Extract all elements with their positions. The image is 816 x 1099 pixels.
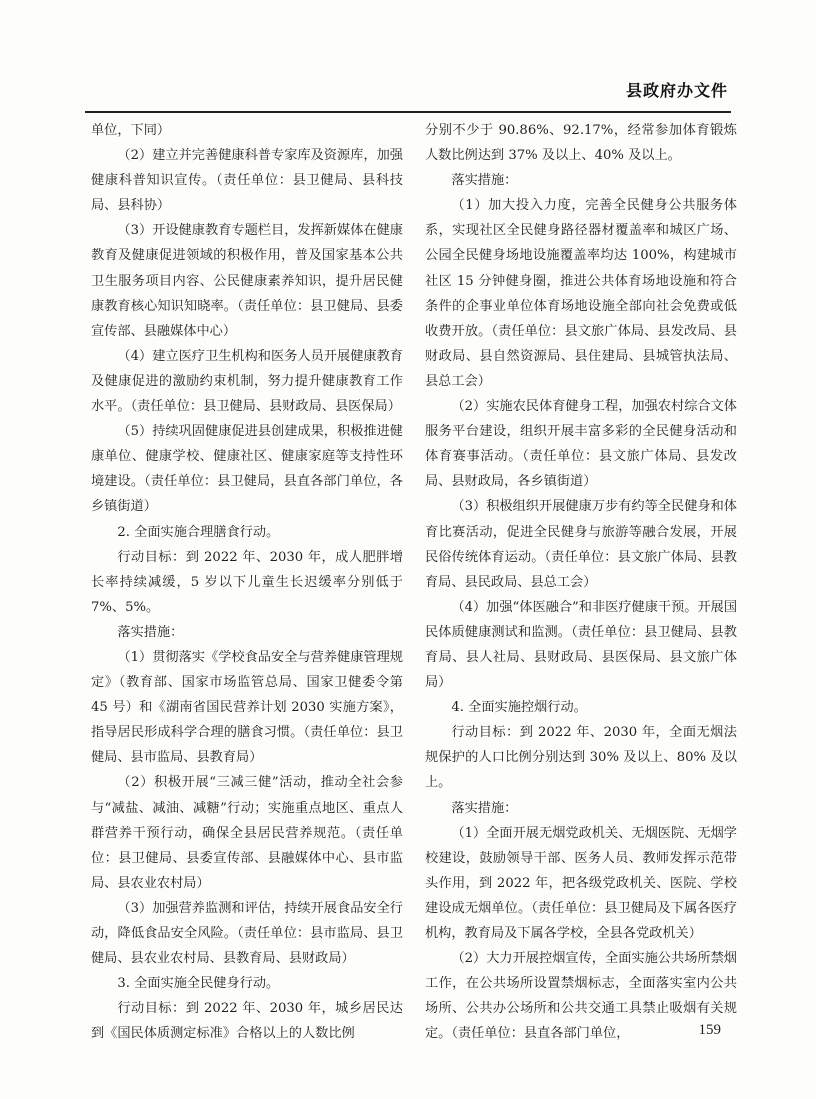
paragraph: （2）积极开展“三减三健”活动，推动全社会参与“减盐、减油、减糖”行动；实施重点地区、重点人群营养干预行动，确保全县居民营养规范。（责任单位：县卫健局、县委宣传部、县融媒体中心、县市监局、县农业农村局） <box>91 775 403 891</box>
paragraph: 落实措施： <box>117 624 184 640</box>
left-text-column <box>91 118 403 1046</box>
paragraph: （5）持续巩固健康促进县创建成果，积极推进健康单位、健康学校、健康社区、健康家庭等支持性环境建设。（责任单位：县卫健局，县直各部门单位，各乡镇街道） <box>91 424 403 515</box>
paragraph: 4. 全面实施控烟行动。 <box>451 700 587 716</box>
paragraph: （2）大力开展控烟宣传，全面实施公共场所禁烟工作，在公共场所设置禁烟标志，全面落实室内公共场所、公共办公场所和公共交通工具禁止吸烟有关规定。（责任单位：县直各部门单位， <box>425 951 737 1042</box>
paragraph: 单位，下同） <box>91 123 171 138</box>
paragraph: 落实措施： <box>451 800 518 816</box>
paragraph: （2）实施农民体育健身工程，加强农村综合文体服务平台建设，组织开展丰富多彩的全民健身活动和体育赛事活动。（责任单位：县文旅广体局、县发改局、县财政局，各乡镇街道） <box>425 399 737 490</box>
paragraph: 行动目标：到 2022 年、2030 年，全面无烟法规保护的人口比例分别达到 30% 及以上、80% 及以上。 <box>425 725 737 791</box>
header-divider <box>85 111 731 113</box>
paragraph: 落实措施： <box>451 173 518 189</box>
paragraph: （3）开设健康教育专题栏目，发挥新媒体在健康教育及健康促进领域的积极作用，普及国家基本公共卫生服务项目内容、公民健康素养知识，提升居民健康教育核心知识知晓率。（责任单位：县卫健局、县委宣传部、县融媒体中心） <box>91 223 403 339</box>
paragraph: （4）建立医疗卫生机构和医务人员开展健康教育及健康促进的激励约束机制，努力提升健康教育工作水平。（责任单位：县卫健局、县财政局、县医保局） <box>91 348 403 415</box>
paragraph: （3）积极组织开展健康万步有约等全民健身和体育比赛活动，促进全民健身与旅游等融合发展，开展民俗传统体育运动。（责任单位：县文旅广体局、县教育局、县民政局、县总工会） <box>425 499 737 590</box>
paragraph: 行动目标：到 2022 年、2030 年，成人肥胖增长率持续减缓，5 岁以下儿童生长迟缓率分别低于 7%、5%。 <box>91 549 403 615</box>
paragraph: 行动目标：到 2022 年、2030 年，城乡居民达到《国民体质测定标准》合格以上的人数比例 <box>91 1001 403 1042</box>
paragraph: 2. 全面实施合理膳食行动。 <box>117 524 280 540</box>
document-header-title: 县政府办文件 <box>625 81 728 100</box>
page-number: 159 <box>698 1022 721 1038</box>
paragraph: 3. 全面实施全民健身行动。 <box>117 976 280 992</box>
right-text-column <box>425 118 737 1046</box>
paragraph: （2）建立并完善健康科普专家库及资源库，加强健康科普知识宣传。（责任单位：县卫健局、县科技局、县科协） <box>91 148 403 214</box>
paragraph: （1）加大投入力度，完善全民健身公共服务体系，实现社区全民健身路径器材覆盖率和城区广场、公园全民健身场地设施覆盖率均达 100%，构建城市社区 15 分钟健身圈，推进公共体育场地设施和符合条件的企事业单位体育场地设施全部向社会免费或低收费开放。（责任单位：县文旅广体局、县发改局、县财政局、县自然资源局、县住建局、县城管执法局、县总工会） <box>425 198 737 389</box>
paragraph: 分别不少于 90.86%、92.17%，经常参加体育锻炼人数比例达到 37% 及以上、40% 及以上。 <box>425 123 737 164</box>
paragraph: （1）贯彻落实《学校食品安全与营养健康管理规定》（教育部、国家市场监管总局、国家卫健委令第 45 号）和《湖南省国民营养计划 2030 实施方案》，指导居民形成科学合理的膳食习惯。（责任单位：县卫健局、县市监局、县教育局） <box>91 649 403 766</box>
paragraph: （4）加强“体医融合”和非医疗健康干预。开展国民体质健康测试和监测。（责任单位：县卫健局、县教育局、县人社局、县财政局、县医保局、县文旅广体局） <box>425 599 738 691</box>
paragraph: （3）加强营养监测和评估，持续开展食品安全行动，降低食品安全风险。（责任单位：县市监局、县卫健局、县农业农村局、县教育局、县财政局） <box>91 900 403 967</box>
paragraph: （1）全面开展无烟党政机关、无烟医院、无烟学校建设，鼓励领导干部、医务人员、教师发挥示范带头作用，到 2022 年，把各级党政机关、医院、学校建设成无烟单位。（责任单位：县卫健局及下属各医疗机构，教育局及下属各学校，全县各党政机关） <box>425 825 737 941</box>
